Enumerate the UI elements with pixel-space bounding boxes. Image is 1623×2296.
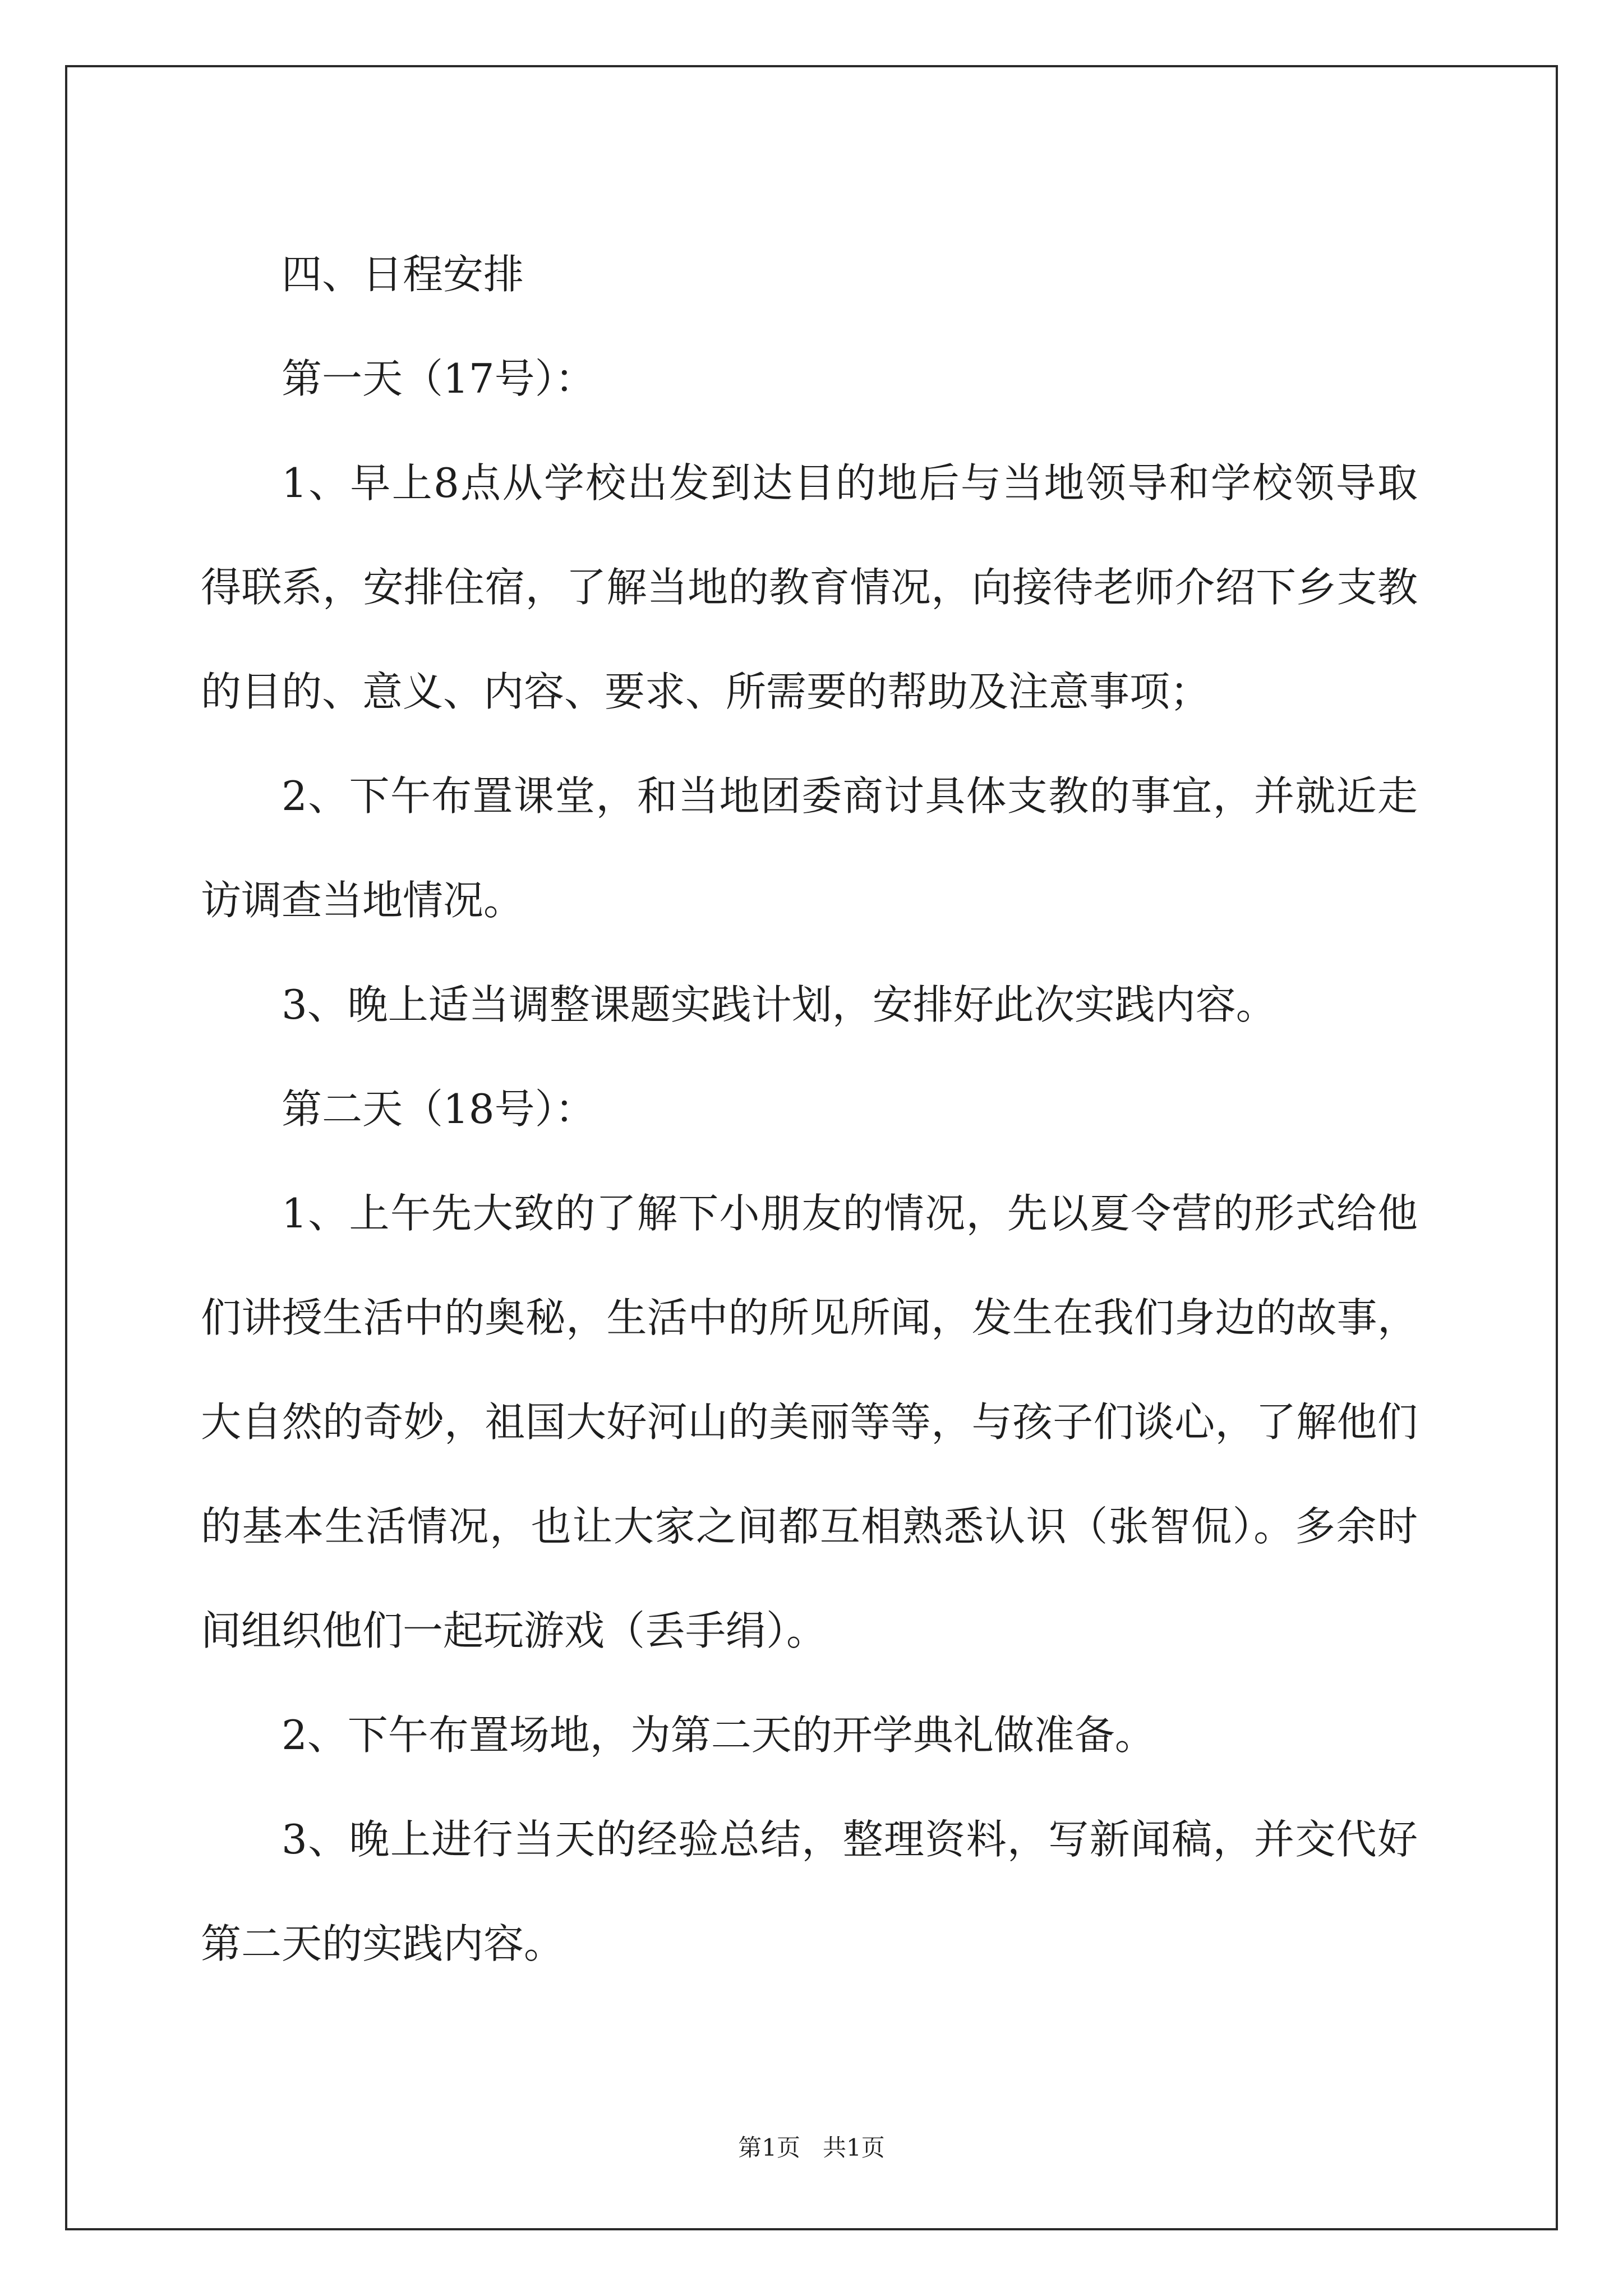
section-heading: 四、日程安排 — [282, 251, 524, 298]
day-one-item-3: 3、晚上适当调整课题实践计划，安排好此次实践内容。 — [282, 981, 1276, 1028]
day-one-item-2: 2、下午布置课堂，和当地团委商讨具体支教的事宜，并就近走访调查当地情况。 — [201, 772, 1418, 924]
day-two-heading: 第二天（18号）： — [282, 1085, 596, 1133]
day-one-item-1: 1、早上8点从学校出发到达目的地后与当地领导和学校领导取得联系，安排住宿，了解当地的教育情况，向接待老师介绍下乡支教的目的、意义、内容、要求、所需要的帮助及注意事项； — [201, 459, 1418, 715]
page-footer: 第1页 共1页 — [738, 2134, 885, 2161]
day-one-heading: 第一天（17号）： — [282, 355, 596, 402]
day-two-item-2: 2、下午布置场地，为第二天的开学典礼做准备。 — [282, 1711, 1155, 1759]
day-two-item-1: 1、上午先大致的了解下小朋友的情况，先以夏令营的形式给他们讲授生活中的奥秘，生活中的所见所闻，发生在我们身边的故事，大自然的奇妙，祖国大好河山的美丽等等，与孩子们谈心，了解他们的基本生活情况，也让大家之间都互相熟悉认识（张智侃）。多余时间组织他们一起玩游戏（丢手绢）。 — [201, 1190, 1418, 1654]
day-two-item-3: 3、晚上进行当天的经验总结，整理资料，写新闻稿，并交代好第二天的实践内容。 — [201, 1816, 1418, 1967]
document-body — [201, 0, 1418, 2132]
